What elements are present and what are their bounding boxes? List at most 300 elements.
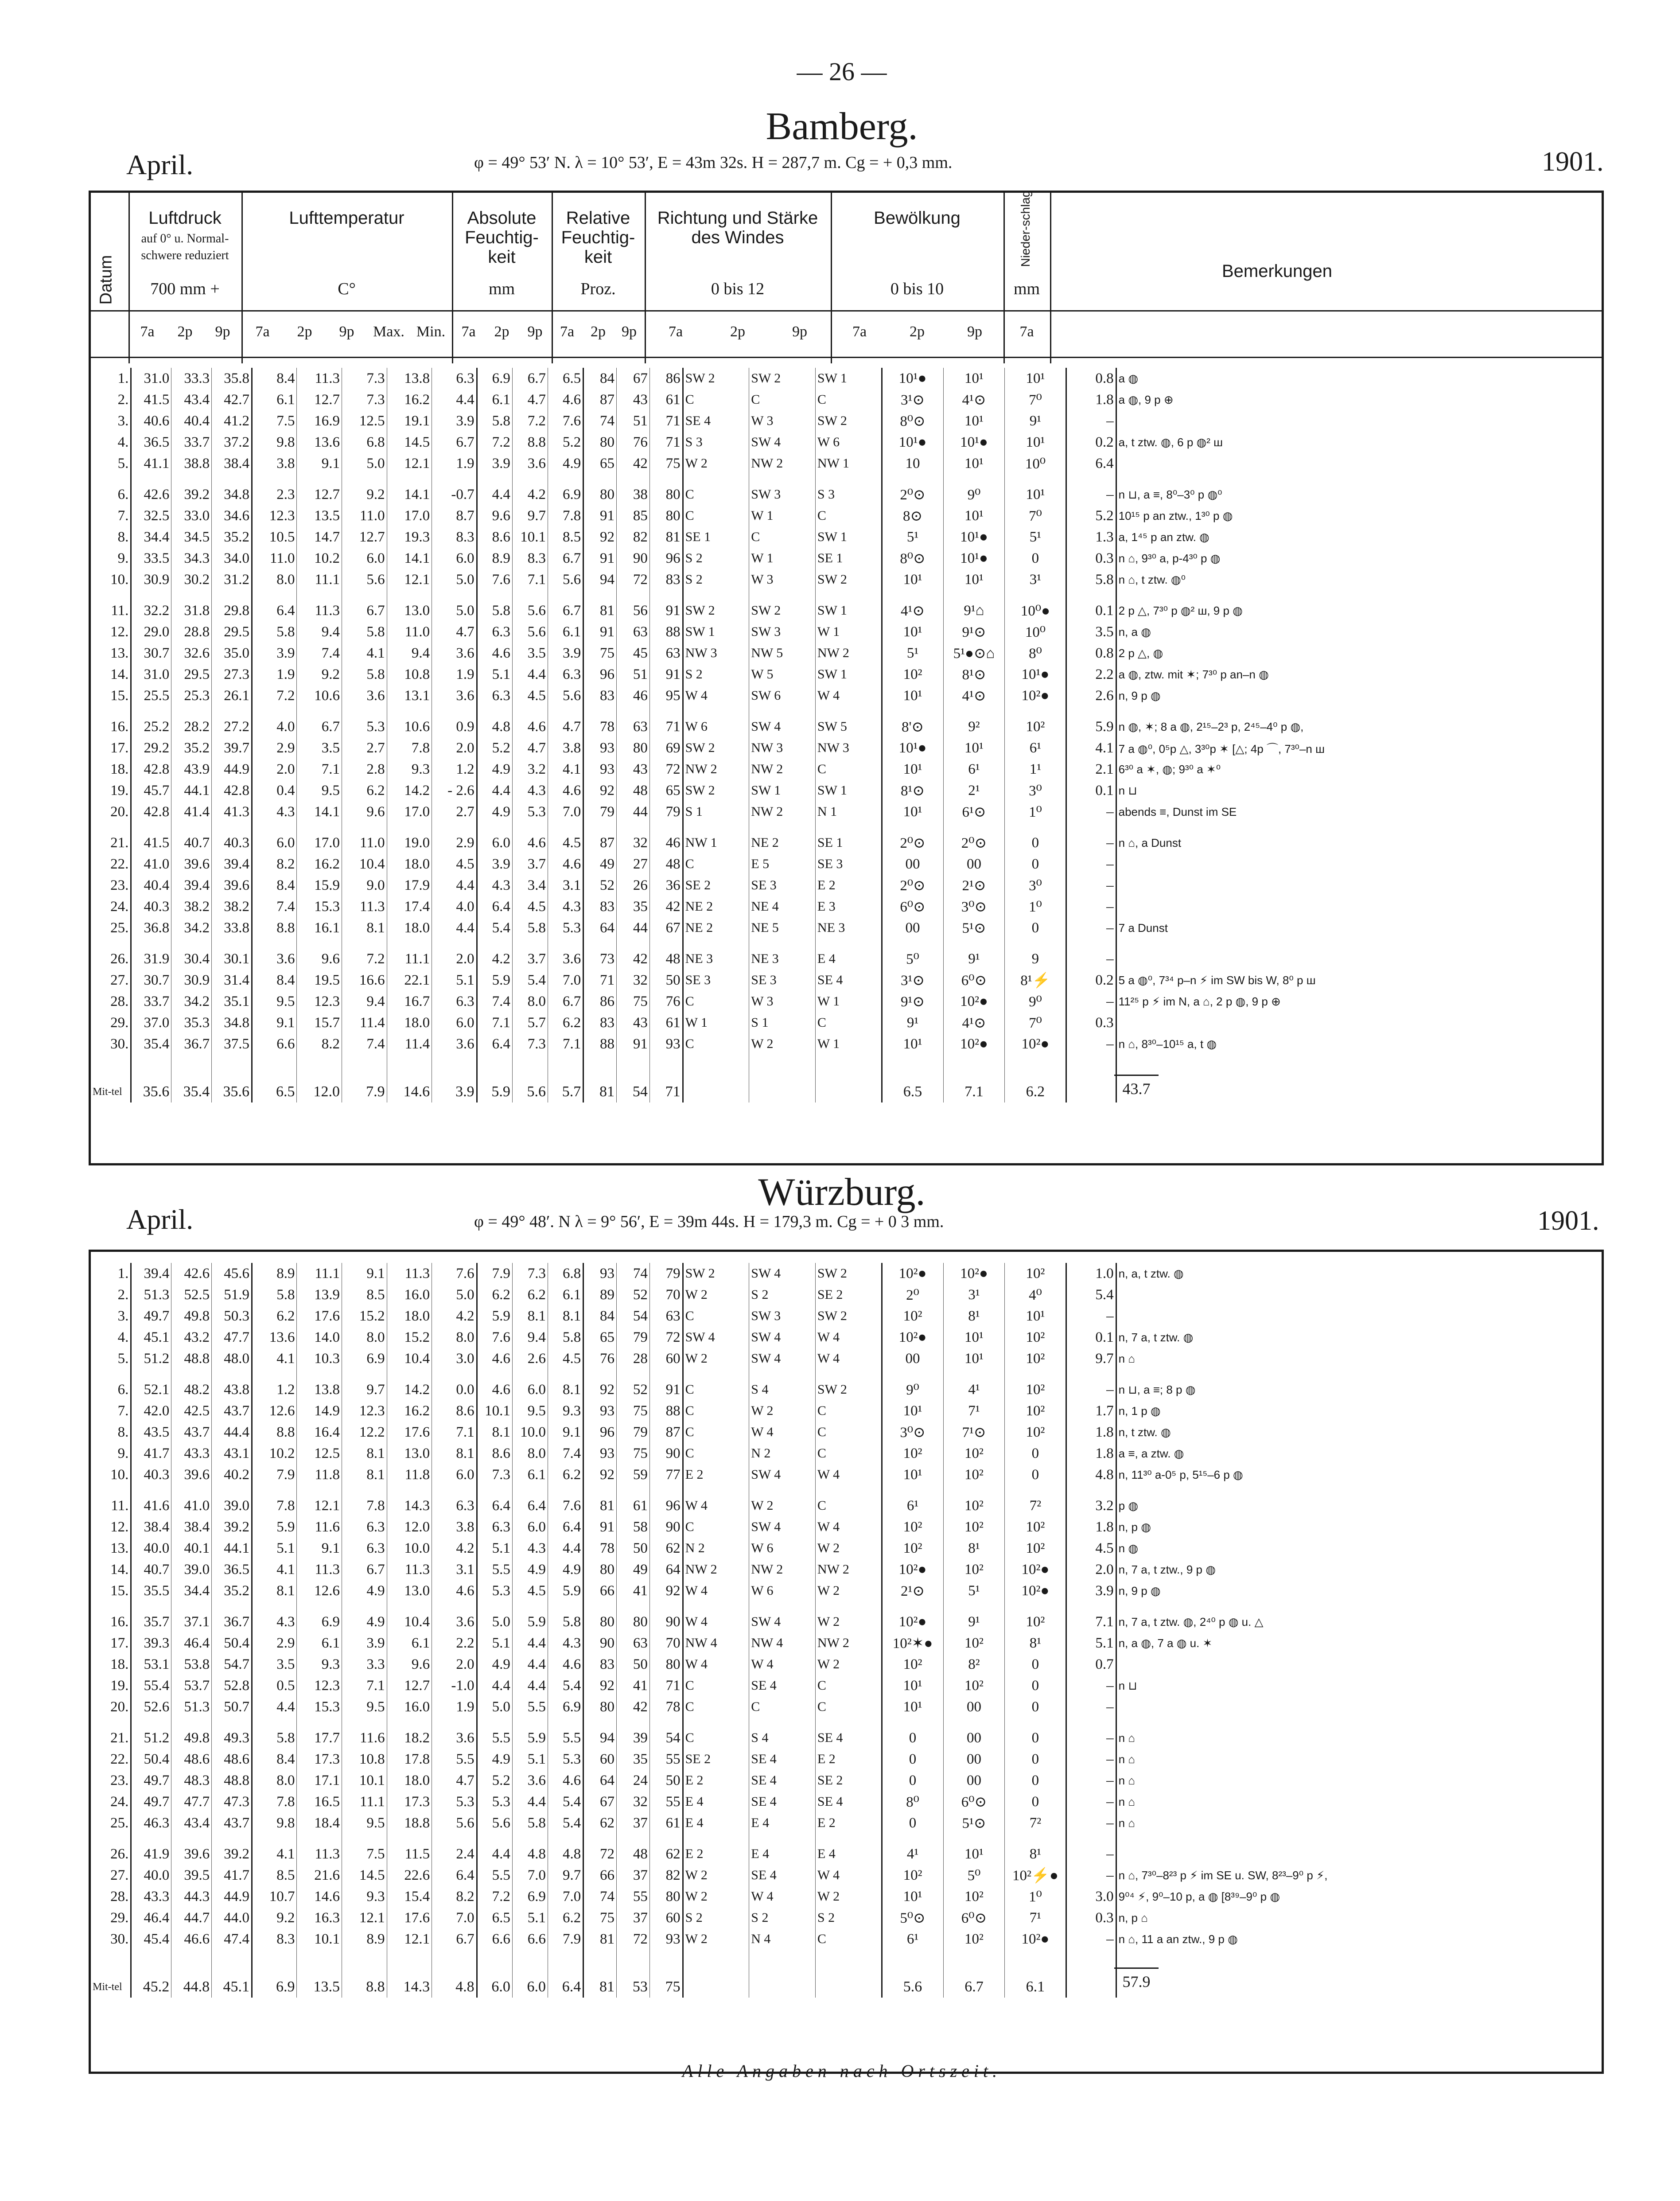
row-remark: n ◍ [1118, 1541, 1139, 1555]
row-date: 16. [91, 1601, 131, 1632]
header-time-label: 2p [910, 323, 925, 340]
row-cell: 53.8 [171, 1654, 212, 1675]
row-remark [1116, 875, 1602, 896]
row-cell: SW 2 [683, 780, 749, 801]
row-cell: 10¹ [882, 1696, 943, 1718]
row-cell: 5.8 [512, 1812, 548, 1834]
row-cell: 43 [617, 1012, 650, 1033]
row-cell: 10¹ [943, 1834, 1005, 1865]
row-date: 2. [91, 1284, 131, 1305]
row-cell: 80 [583, 1559, 617, 1580]
row-cell: 5.1 [477, 664, 512, 685]
row-cell: 96 [649, 548, 683, 569]
row-cell: 7.8 [342, 1485, 387, 1516]
row-cell: 34.5 [171, 526, 212, 548]
row-cell: 35 [617, 1749, 650, 1770]
row-cell: 45.7 [131, 780, 171, 801]
row-cell: 5.6 [512, 590, 548, 621]
row-cell: 00 [882, 1348, 943, 1369]
row-cell: 0.1 [1066, 780, 1116, 801]
row-cell: 92 [583, 1464, 617, 1485]
row-cell: 13.9 [297, 1284, 342, 1305]
row-remark: a, t ztw. ◍, 6 p ◍² ш [1118, 435, 1223, 449]
row-date: 14. [91, 1559, 131, 1580]
row-cell: SE 1 [815, 548, 882, 569]
row-cell: 8.8 [512, 432, 548, 453]
station-title-wuerzburg: Würzburg. [758, 1171, 926, 1214]
row-cell: 51 [617, 410, 650, 432]
row-cell: 34.2 [171, 991, 212, 1012]
row-cell: 49.7 [131, 1770, 171, 1791]
row-cell: 5.6 [342, 569, 387, 590]
row-cell: 39.7 [212, 737, 252, 759]
row-cell: 6.2 [548, 1012, 583, 1033]
row-cell: 3.6 [432, 1601, 477, 1632]
row-cell: NW 3 [749, 737, 816, 759]
row-cell: 39.4 [131, 1263, 171, 1284]
row-cell: 50 [649, 970, 683, 991]
mean-cell: 6.2 [1005, 1055, 1066, 1102]
row-cell: 91 [649, 664, 683, 685]
row-cell: 7.1 [1066, 1601, 1116, 1632]
row-cell: 3.9 [477, 853, 512, 875]
row-cell: 3.5 [297, 737, 342, 759]
row-cell: 49.3 [212, 1718, 252, 1749]
row-date: 2. [91, 389, 131, 410]
row-cell: 80 [649, 1886, 683, 1907]
row-cell: 33.7 [131, 991, 171, 1012]
row-cell: 14.1 [387, 474, 432, 505]
row-cell: 55 [617, 1886, 650, 1907]
row-date: 1. [91, 368, 131, 389]
row-cell: 00 [943, 1770, 1005, 1791]
row-date: 11. [91, 590, 131, 621]
row-cell: 52 [583, 875, 617, 896]
row-date: 3. [91, 410, 131, 432]
row-cell: 87 [583, 389, 617, 410]
row-cell: 4.6 [512, 822, 548, 853]
row-cell: 2⁰⊙ [882, 474, 943, 505]
row-cell: 9¹ [882, 1012, 943, 1033]
row-cell: 4.1 [252, 1834, 297, 1865]
row-cell: 39.4 [212, 853, 252, 875]
mean-cell: 6.5 [882, 1055, 943, 1102]
row-date: 20. [91, 1696, 131, 1718]
row-cell: 43.3 [131, 1886, 171, 1907]
row-cell: 82 [617, 526, 650, 548]
row-cell: 9 [1005, 939, 1066, 970]
row-cell: 11.6 [297, 1516, 342, 1538]
row-cell: – [1066, 939, 1116, 970]
row-cell: 6.0 [512, 1516, 548, 1538]
row-cell: 9.1 [297, 1538, 342, 1559]
row-cell: 00 [943, 1749, 1005, 1770]
row-cell: 26.1 [212, 685, 252, 706]
row-cell: 17.3 [387, 1791, 432, 1812]
row-cell: 10¹ [882, 759, 943, 780]
row-cell: 5.8 [548, 1327, 583, 1348]
row-cell: 21.6 [297, 1865, 342, 1886]
row-cell: 50.3 [212, 1305, 252, 1327]
row-cell: 00 [943, 853, 1005, 875]
row-cell: 51.3 [171, 1696, 212, 1718]
month-label-wuerzburg: April. [126, 1204, 194, 1235]
row-cell: 19.0 [387, 822, 432, 853]
row-cell: 10¹ [1005, 432, 1066, 453]
row-cell: 44.0 [212, 1907, 252, 1928]
table-row [91, 1675, 1602, 1696]
row-cell: 48 [649, 853, 683, 875]
row-cell: 6.7 [342, 1559, 387, 1580]
row-cell: 41.3 [212, 801, 252, 822]
row-cell: 37.5 [212, 1033, 252, 1055]
row-cell: 41.0 [171, 1485, 212, 1516]
row-cell: 10² [943, 1928, 1005, 1950]
row-cell: 8⊙ [882, 505, 943, 526]
row-cell: W 4 [815, 1865, 882, 1886]
row-cell: 4.2 [432, 1305, 477, 1327]
row-cell: 6.3 [432, 991, 477, 1012]
header-time-label: 7a [852, 323, 867, 340]
row-cell: 3.7 [512, 939, 548, 970]
row-cell: 39.6 [212, 875, 252, 896]
row-cell: 36 [649, 875, 683, 896]
row-cell: 2.9 [252, 737, 297, 759]
row-cell: 10.6 [387, 706, 432, 737]
mean-cell [1116, 1950, 1602, 1998]
row-cell: 42.8 [131, 801, 171, 822]
row-cell: 64 [583, 1770, 617, 1791]
row-cell: 14.5 [342, 1865, 387, 1886]
row-cell: 8.3 [432, 526, 477, 548]
mean-cell [749, 1950, 816, 1998]
row-cell: 4¹⊙ [943, 1012, 1005, 1033]
row-remark: n, a, t ztw. ◍ [1118, 1266, 1184, 1280]
row-remark: n, 9 p ◍ [1118, 1584, 1161, 1597]
row-cell: 0.3 [1066, 548, 1116, 569]
row-cell: W 2 [749, 1400, 816, 1422]
data-table-bamberg [91, 368, 1602, 1102]
row-cell: 2.3 [252, 474, 297, 505]
row-cell: 43.5 [131, 1422, 171, 1443]
row-cell: C [683, 1696, 749, 1718]
row-cell: 5.8 [512, 917, 548, 939]
row-cell: W 3 [749, 991, 816, 1012]
row-cell: 6.7 [432, 432, 477, 453]
row-cell: C [815, 1400, 882, 1422]
row-cell: 9.5 [252, 991, 297, 1012]
row-cell: 76 [617, 432, 650, 453]
row-cell: 34.4 [131, 526, 171, 548]
header-time-label: 2p [177, 323, 193, 340]
row-cell: 8.1 [477, 1422, 512, 1443]
row-cell: 18.4 [297, 1812, 342, 1834]
row-cell: 1.2 [252, 1369, 297, 1400]
row-cell: SE 4 [815, 970, 882, 991]
table-row [91, 1464, 1602, 1485]
row-cell: 6¹ [882, 1928, 943, 1950]
row-cell: 10² [882, 1443, 943, 1464]
row-remark: n ⌂, 8³⁰–10¹⁵ a, t ◍ [1118, 1037, 1217, 1051]
row-cell: 0 [1005, 1654, 1066, 1675]
row-cell: 10.0 [512, 1422, 548, 1443]
header-time-label: 9p [967, 323, 982, 340]
row-cell: 4.6 [548, 389, 583, 410]
row-cell: 44.4 [212, 1422, 252, 1443]
row-cell: C [683, 1369, 749, 1400]
mean-cell: 44.8 [171, 1950, 212, 1998]
row-cell: C [683, 474, 749, 505]
row-date: 26. [91, 1834, 131, 1865]
row-date: 15. [91, 1580, 131, 1601]
row-cell: 10² [1005, 1327, 1066, 1348]
row-cell: 0 [1005, 548, 1066, 569]
row-cell: 3.9 [477, 453, 512, 474]
mean-label: Mit-tel [91, 1055, 131, 1102]
row-cell: 1.8 [1066, 1516, 1116, 1538]
mean-cell: 54 [617, 1055, 650, 1102]
row-cell: 29.2 [131, 737, 171, 759]
row-remark: n ⊔, a ≡, 8⁰–3⁰ p ◍⁰ [1118, 487, 1222, 501]
row-cell: 6.5 [548, 368, 583, 389]
header-time-label: 7a [461, 323, 476, 340]
row-cell: 87 [649, 1422, 683, 1443]
row-date: 15. [91, 685, 131, 706]
row-cell: 6.2 [477, 1284, 512, 1305]
header-time-label: 9p [339, 323, 354, 340]
row-remark: n ⌂, 9³⁰ a, p-4³⁰ p ◍ [1118, 551, 1221, 565]
row-cell: 7⁰ [1005, 505, 1066, 526]
row-date: 29. [91, 1907, 131, 1928]
row-cell: 16.6 [342, 970, 387, 991]
table-row [91, 759, 1602, 780]
row-cell: SW 2 [749, 368, 816, 389]
row-cell: 39.2 [212, 1834, 252, 1865]
row-cell: 36.7 [171, 1033, 212, 1055]
row-cell: 32.2 [131, 590, 171, 621]
row-cell: 41.9 [131, 1834, 171, 1865]
mean-cell [1116, 1055, 1602, 1102]
row-cell: NW 2 [683, 759, 749, 780]
row-cell: 8.9 [477, 548, 512, 569]
row-cell: 75 [617, 1400, 650, 1422]
table-row [91, 1284, 1602, 1305]
row-cell: 86 [649, 368, 683, 389]
row-cell: 5.7 [512, 1012, 548, 1033]
row-cell: 0 [1005, 853, 1066, 875]
row-cell: 28 [617, 1348, 650, 1369]
row-remark: n ⊔ [1118, 783, 1137, 797]
row-cell: 0 [882, 1718, 943, 1749]
row-cell: 33.7 [171, 432, 212, 453]
row-cell: 75 [583, 1907, 617, 1928]
row-cell: 46.4 [131, 1907, 171, 1928]
row-cell: 14.2 [387, 780, 432, 801]
row-cell: 10¹ [882, 569, 943, 590]
header-time-label: 9p [622, 323, 637, 340]
row-cell: 4¹ [882, 1834, 943, 1865]
row-cell: 5.5 [432, 1749, 477, 1770]
table-row [91, 1443, 1602, 1464]
row-cell: 81 [583, 1928, 617, 1950]
row-cell: 12.1 [387, 1928, 432, 1950]
row-cell: 4.3 [512, 780, 548, 801]
row-remark [1116, 1834, 1602, 1865]
row-cell: 29.8 [212, 590, 252, 621]
row-cell: 3.1 [432, 1559, 477, 1580]
row-cell: 91 [617, 1033, 650, 1055]
row-cell: E 4 [683, 1812, 749, 1834]
row-cell: 67 [649, 917, 683, 939]
row-cell: 43.2 [171, 1327, 212, 1348]
table-row [91, 1749, 1602, 1770]
row-date: 18. [91, 759, 131, 780]
row-cell: 10² [943, 1632, 1005, 1654]
row-cell: SW 3 [749, 621, 816, 643]
row-cell: 10¹ [943, 569, 1005, 590]
row-cell: 6.0 [252, 822, 297, 853]
row-cell: 52.5 [171, 1284, 212, 1305]
row-cell: 8.2 [432, 1886, 477, 1907]
row-cell: SW 2 [749, 590, 816, 621]
row-date: 12. [91, 1516, 131, 1538]
row-remark: n, 9 p ◍ [1118, 689, 1161, 702]
row-cell: 6.6 [512, 1928, 548, 1950]
row-cell: 42.0 [131, 1400, 171, 1422]
row-cell: 7.6 [548, 410, 583, 432]
row-cell: 0 [1005, 822, 1066, 853]
row-cell: 11.0 [387, 621, 432, 643]
row-cell: 17.6 [297, 1305, 342, 1327]
row-cell: 5.2 [477, 1770, 512, 1791]
row-cell: 79 [649, 801, 683, 822]
row-cell: 2.9 [252, 1632, 297, 1654]
row-cell: 4.9 [477, 1749, 512, 1770]
row-cell: 31.9 [131, 939, 171, 970]
row-cell: 2⁰⊙ [882, 822, 943, 853]
row-cell: 7.0 [512, 1865, 548, 1886]
row-cell: NW 3 [815, 737, 882, 759]
row-cell: – [1066, 1812, 1116, 1834]
row-cell: 8¹⊙ [943, 664, 1005, 685]
row-cell: 82 [649, 1865, 683, 1886]
row-cell: 32.6 [171, 643, 212, 664]
table-row [91, 1348, 1602, 1369]
row-cell: 10²● [1005, 1928, 1066, 1950]
row-cell: 18.0 [387, 1770, 432, 1791]
row-remark [1116, 1284, 1602, 1305]
row-cell: 7.3 [342, 389, 387, 410]
row-cell: 6.7 [548, 590, 583, 621]
row-cell: 3⁰⊙ [882, 1422, 943, 1443]
row-cell: 50.7 [212, 1696, 252, 1718]
row-remark: a ◍, ztw. mit ✶; 7³⁰ p an–n ◍ [1118, 667, 1269, 681]
row-cell: 4⁰ [1005, 1284, 1066, 1305]
row-cell: S 1 [683, 801, 749, 822]
row-cell: 10.1 [297, 1928, 342, 1950]
row-cell: 6.9 [548, 474, 583, 505]
row-cell: 5.3 [432, 1791, 477, 1812]
row-date: 27. [91, 1865, 131, 1886]
row-cell: 3.0 [1066, 1886, 1116, 1907]
row-cell: – [1066, 474, 1116, 505]
row-remark: n ⌂ [1118, 1731, 1136, 1745]
row-cell: 43.9 [171, 759, 212, 780]
row-cell: 6.3 [477, 621, 512, 643]
row-cell: 6.1 [252, 389, 297, 410]
row-cell: 81 [583, 1485, 617, 1516]
row-cell: 3.9 [548, 643, 583, 664]
row-cell: 11.3 [297, 590, 342, 621]
header-bewoelkung: Bewölkung [874, 208, 961, 228]
row-cell: 4.4 [512, 1675, 548, 1696]
row-cell: 39.2 [212, 1516, 252, 1538]
row-cell: 12.1 [387, 453, 432, 474]
row-cell: 80 [583, 474, 617, 505]
row-cell: 9¹ [943, 939, 1005, 970]
row-remark: a ◍, 9 p ⊕ [1118, 393, 1174, 406]
row-cell: 35.2 [212, 526, 252, 548]
row-cell: W 6 [815, 432, 882, 453]
row-cell: 7¹ [943, 1400, 1005, 1422]
row-cell: C [815, 759, 882, 780]
row-cell: 92 [583, 1675, 617, 1696]
row-cell: 5.2 [548, 432, 583, 453]
row-cell: 35.8 [212, 368, 252, 389]
row-cell: 63 [617, 706, 650, 737]
row-cell: 2.9 [432, 822, 477, 853]
row-cell: 15.2 [387, 1327, 432, 1348]
row-cell: 9.6 [297, 939, 342, 970]
mean-cell [1066, 1950, 1116, 1998]
row-date: 24. [91, 896, 131, 917]
row-cell: 94 [583, 569, 617, 590]
row-cell: 10¹ [1005, 368, 1066, 389]
row-cell: SW 4 [749, 432, 816, 453]
row-cell: NW 2 [683, 1559, 749, 1580]
row-cell: 6.4 [548, 1516, 583, 1538]
row-cell: 10¹ [1005, 474, 1066, 505]
row-cell: 5.3 [342, 706, 387, 737]
row-cell: 5.0 [432, 590, 477, 621]
row-cell: 10.2 [297, 548, 342, 569]
row-cell: 86 [583, 991, 617, 1012]
row-cell: 5.8 [342, 621, 387, 643]
row-cell: 58 [617, 1516, 650, 1538]
row-cell: 5.6 [432, 1812, 477, 1834]
row-cell: 51.3 [131, 1284, 171, 1305]
row-cell: 6⁰⊙ [882, 896, 943, 917]
total-precipitation-bamberg: 43.7 [1114, 1075, 1159, 1098]
row-cell: 25.5 [131, 685, 171, 706]
row-cell: 51.9 [212, 1284, 252, 1305]
row-cell: 14.5 [387, 432, 432, 453]
row-cell: 5.8 [342, 664, 387, 685]
row-cell: 42 [649, 896, 683, 917]
row-cell: 6.0 [432, 1012, 477, 1033]
header-time-label: 2p [591, 323, 606, 340]
row-cell: SE 3 [749, 970, 816, 991]
row-cell: 11.5 [387, 1834, 432, 1865]
row-cell: 3.5 [252, 1654, 297, 1675]
row-cell: SW 4 [749, 1263, 816, 1284]
row-cell: 5.5 [477, 1865, 512, 1886]
row-cell: 4.1 [1066, 737, 1116, 759]
row-cell: 10¹ [943, 737, 1005, 759]
row-cell: 28.2 [171, 706, 212, 737]
row-cell: 4.2 [512, 474, 548, 505]
row-cell: 10²● [943, 991, 1005, 1012]
